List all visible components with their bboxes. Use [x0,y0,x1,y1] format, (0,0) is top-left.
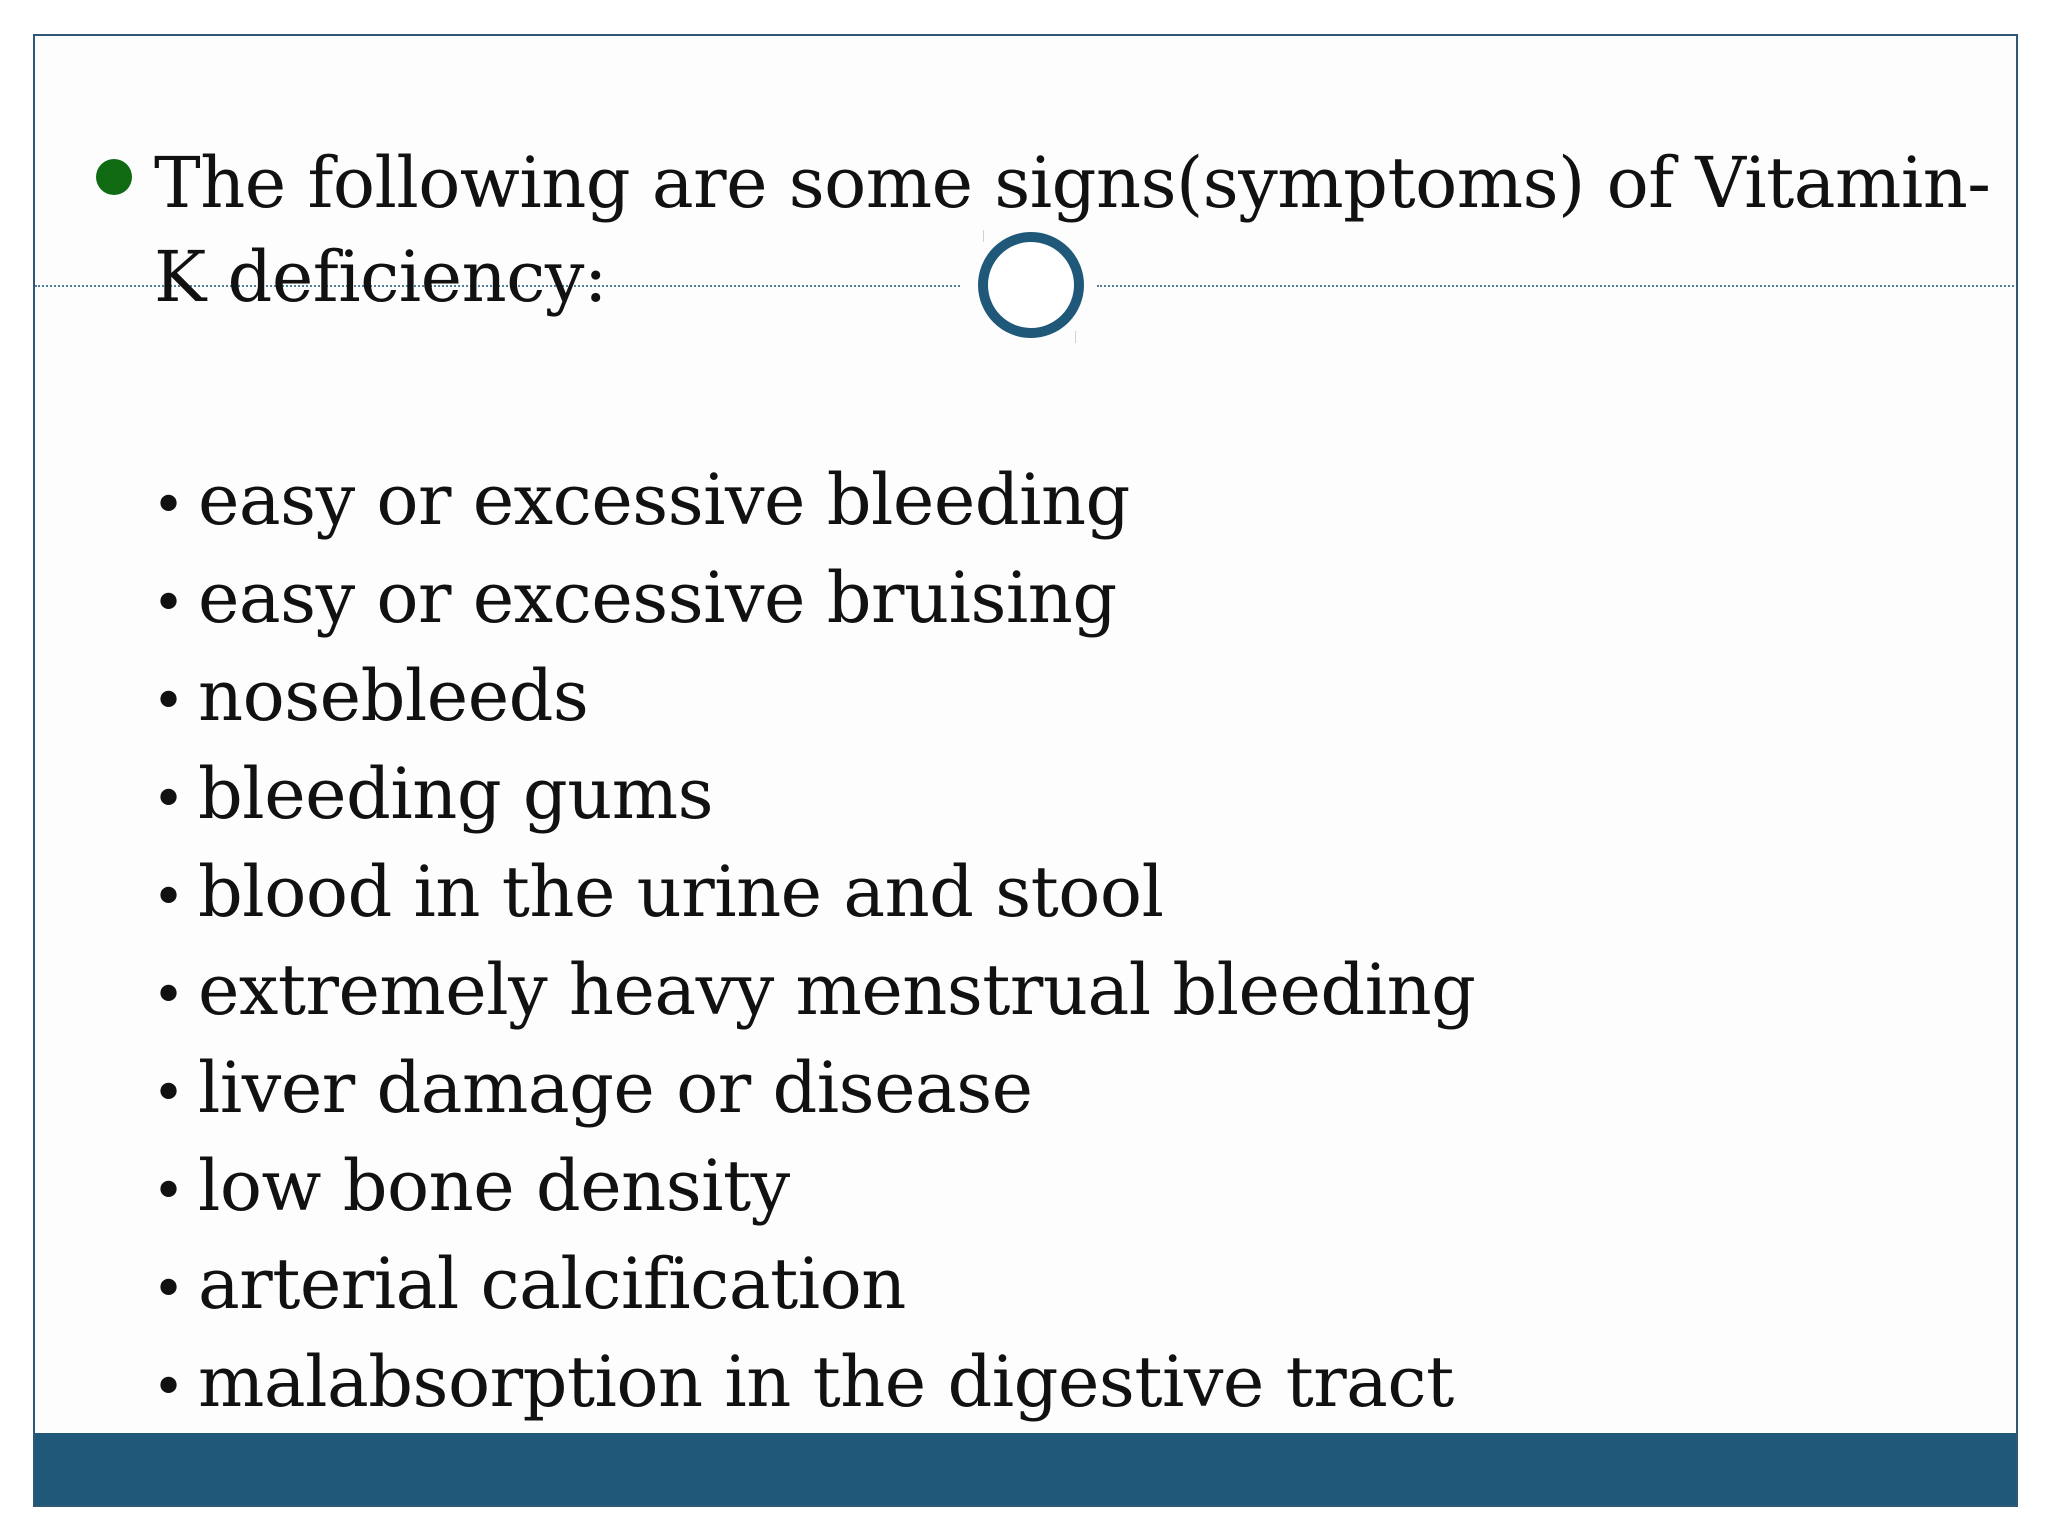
symptom-text: easy or excessive bleeding [198,459,1130,541]
bullet-dot-icon: • [152,669,185,734]
list-item [152,846,1476,944]
slide-frame [33,34,2018,1507]
bullet-dot-icon: • [152,1355,185,1420]
bullet-dot-icon: • [152,963,185,1028]
list-item [152,1336,1476,1434]
bullet-dot-icon: • [152,1159,185,1224]
symptom-text: malabsorption in the digestive tract [198,1341,1454,1423]
symptom-list [152,454,1476,1434]
list-item [152,944,1476,1042]
bullet-dot-icon: • [152,1061,185,1126]
selection-tick-bottom [1075,331,1076,343]
bullet-dot-icon: • [152,865,185,930]
symptom-text: arterial calcification [198,1243,906,1325]
list-item [152,552,1476,650]
symptom-text: low bone density [198,1145,790,1227]
symptom-text: blood in the urine and stool [198,851,1164,933]
list-item [152,748,1476,846]
intro-heading: The following are some signs(symptoms) of Vitamin-K deficiency: [154,142,1991,318]
list-item [152,454,1476,552]
symptom-text: easy or excessive bruising [198,557,1117,639]
symptom-text: nosebleeds [198,655,589,737]
symptom-text: extremely heavy menstrual bleeding [198,949,1476,1031]
footer-bar [35,1433,2016,1505]
bullet-dot-icon: • [152,767,185,832]
bullet-dot-icon: • [152,1257,185,1322]
symptom-text: bleeding gums [198,753,714,835]
bullet-dot-icon: • [152,473,185,538]
bullet-dot-icon: • [152,571,185,636]
list-item [152,650,1476,748]
list-item [152,1140,1476,1238]
list-item [152,1238,1476,1336]
list-item [152,1042,1476,1140]
symptom-text: liver damage or disease [198,1047,1033,1129]
green-bullet-icon [96,159,132,195]
